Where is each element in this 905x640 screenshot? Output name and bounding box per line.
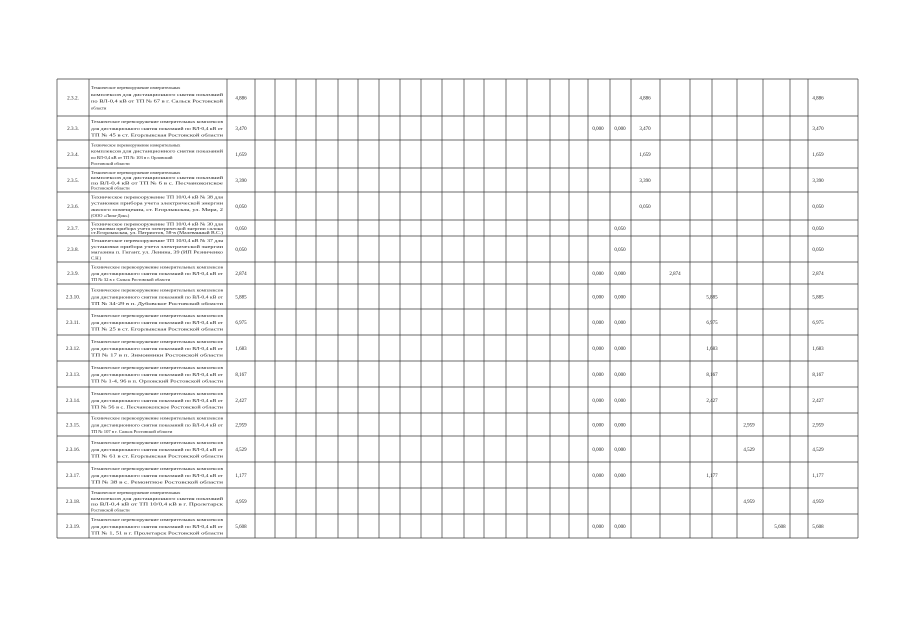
row-code: 2.3.13.	[65, 372, 81, 378]
cell-value-total: 0,050	[812, 248, 824, 253]
row-description-line: Техническое перевооружение измерительных комплексов	[91, 466, 224, 471]
row-description-line: ТП № 61 в ст. Егорлыкская Ростовской области	[91, 453, 224, 459]
cell-value-v12: 0,050	[614, 227, 626, 232]
row-code: 2.3.16.	[65, 447, 81, 453]
row-description-line: комплексов для дистанционного снятия показаний	[91, 148, 224, 154]
row-code: 2.3.2.	[67, 95, 79, 102]
cell-value-v1: 1,683	[235, 347, 247, 352]
row-description-line: ст.Егорлыкская, ул. Патриотов, 58-в (Малеванный В.С.)	[91, 230, 200, 236]
cell-value-v14: 2,874	[669, 272, 681, 277]
cell-value-v11: 0,000	[592, 423, 604, 429]
cell-value-total: 1,659	[812, 153, 824, 158]
cell-value-total: 6,975	[812, 321, 824, 326]
row-description-line: Техническое перевооружение измерительных комплексов	[91, 391, 224, 396]
cell-value-total: 3,470	[812, 127, 824, 132]
cell-value-v12: 0,050	[614, 248, 626, 253]
cell-value-total: 1,683	[812, 347, 824, 352]
cell-value-v15: 8,167	[706, 373, 718, 378]
cell-value-total: 1,177	[812, 474, 824, 479]
cell-value-v13: 4,886	[639, 96, 651, 102]
cell-value-v12: 0,000	[614, 321, 626, 326]
row-description-line: Техническое перевооружение измерительных комплексов	[91, 339, 224, 344]
cell-value-v13: 1,659	[639, 153, 651, 158]
cell-value-v1: 4,886	[235, 96, 247, 102]
row-description-line: ТП № 107 в г. Сальск Ростовской области	[91, 428, 173, 434]
cell-value-v11: 0,000	[592, 399, 604, 404]
row-description-line: по ВЛ-0,4 кВ от ТП 10/0,4 кВ в г. Пролетарск	[91, 501, 180, 507]
row-description-line: установки прибора учета электрической энергии	[91, 243, 224, 249]
cell-value-total: 4,886	[812, 96, 824, 102]
cell-value-total: 4,529	[812, 448, 824, 453]
row-description-line: для дистанционного снятия показаний по ВЛ-0,4 кВ от	[91, 523, 199, 529]
cell-value-v12: 0,000	[614, 474, 626, 479]
row-code: 2.3.15.	[65, 422, 81, 429]
row-description-line: Техническое перевооружение измерительных комплексов	[91, 415, 224, 421]
row-description-line: ТП № 45 в ст. Егорлыкская Ростовской области	[91, 132, 224, 138]
cell-value-v1: 2,427	[235, 399, 247, 404]
cell-value-v12: 0,000	[614, 127, 626, 132]
cell-value-total: 5,608	[812, 525, 824, 530]
cell-value-v12: 0,000	[614, 448, 626, 453]
cell-value-v1: 2,959	[235, 423, 247, 429]
cell-value-v11: 0,000	[592, 474, 604, 479]
cell-value-v16: 2,959	[743, 423, 755, 429]
cell-value-v11: 0,000	[592, 347, 604, 352]
row-description-line: Техническое перевооружение измерительных	[91, 85, 181, 91]
row-code: 2.3.5.	[67, 178, 79, 184]
row-description-line: для дистанционного снятия показаний по ВЛ-0,4 кВ от	[91, 397, 199, 403]
cell-value-v1: 1,659	[235, 153, 247, 158]
row-description-line: Ростовской области	[91, 161, 130, 167]
cell-value-v15: 1,683	[706, 347, 718, 352]
row-description-line: ТП № 32 в г. Сальск Ростовской области	[91, 277, 171, 283]
row-description-line: для дистанционного снятия показаний по ВЛ-0,4 кВ от	[91, 472, 199, 478]
row-code: 2.3.7.	[67, 226, 79, 232]
row-description-line: ТП № 38 в с. Ремонтное Ростовской области	[91, 479, 224, 485]
row-description-line: по ВЛ-0,4 кВ от ТП № 67 в г. Сальск Ростовской	[91, 98, 186, 104]
cell-value-total: 2,874	[812, 272, 824, 277]
cell-value-v1: 0,050	[235, 205, 247, 210]
cell-value-total: 0,050	[812, 227, 824, 232]
cell-value-total: 8,167	[812, 373, 824, 378]
row-code: 2.3.10.	[65, 294, 81, 301]
cell-value-v1: 3,390	[235, 179, 247, 184]
row-description-line: для дистанционного снятия показаний по ВЛ-0,4 кВ от	[91, 294, 199, 300]
cell-value-v1: 1,177	[235, 474, 247, 479]
row-description-line: ТП № 17 в п. Зимовники Ростовской области	[91, 352, 224, 358]
row-description-line: для дистанционного снятия показаний по ВЛ-0,4 кВ от	[91, 371, 199, 377]
row-code: 2.3.18.	[65, 499, 81, 505]
cell-value-v1: 5,885	[235, 295, 247, 301]
row-description-line: Техническое перевооружение ТП 10/0,4 кВ № 37 для	[91, 238, 195, 244]
row-description-line: Техническое перевооружение измерительных комплексов	[91, 517, 224, 522]
cell-value-v17: 5,608	[774, 525, 786, 530]
row-description-line: (ООО «Липа-Дон»)	[91, 213, 130, 219]
row-code: 2.3.8.	[67, 247, 79, 253]
row-description-line: Ростовской области	[91, 185, 130, 191]
cell-value-v1: 0,050	[235, 248, 247, 253]
cell-value-total: 3,390	[812, 179, 824, 184]
row-description-line: ТП № 56 в с. Песчанокопское Ростовской области	[91, 404, 224, 410]
row-description-line: установки прибора учета электрической энергии	[91, 200, 224, 206]
cell-value-v12: 0,000	[614, 423, 626, 429]
row-description-line: для дистанционного снятия показаний по ВЛ-0,4 кВ от	[91, 270, 199, 276]
row-description-line: ТП № 34-29 в п. Дубовское Ростовской области	[91, 301, 224, 307]
cell-value-v12: 0,000	[614, 525, 626, 530]
row-code: 2.3.17.	[65, 473, 81, 479]
row-description-line: Техническое перевооружение ТП 10/0,4 кВ № 30 для	[91, 221, 195, 227]
cell-value-v11: 0,000	[592, 373, 604, 378]
row-description-line: Техническое перевооружение измерительных комплексов	[91, 264, 224, 270]
cell-value-v12: 0,000	[614, 272, 626, 277]
row-code: 2.3.14.	[65, 398, 81, 404]
row-description-line: ТП № 25 в ст. Егорлыкская Ростовской области	[91, 326, 224, 332]
row-description-line: по ВЛ-0,4 кВ от ТП № 6 в с. Песчанокопское	[91, 180, 179, 186]
row-description-line: Техническое перевооружение ТП 10/0,4 кВ № 38 для	[91, 194, 195, 200]
cell-value-v1: 0,050	[235, 227, 247, 232]
row-description-line: для дистанционного снятия показаний по ВЛ-0,4 кВ от	[91, 319, 199, 325]
row-code: 2.3.9.	[67, 271, 79, 277]
row-description-line: для дистанционного снятия показаний по ВЛ-0,4 кВ от	[91, 422, 199, 428]
cell-value-v16: 4,959	[743, 500, 755, 505]
cell-value-v1: 3,470	[235, 127, 247, 132]
row-description-line: Техническое перевооружение измерительных комплексов	[91, 119, 224, 124]
cell-value-v11: 0,000	[592, 321, 604, 326]
row-description-line: для дистанционного снятия показаний по ВЛ-0,4 кВ от	[91, 446, 199, 452]
cell-value-total: 2,959	[812, 423, 824, 429]
cell-value-v1: 4,959	[235, 500, 247, 505]
cell-value-v12: 0,000	[614, 399, 626, 404]
row-description-line: комплексов для дистанционного снятия показаний	[91, 495, 224, 501]
row-description-line: С.Н.)	[91, 255, 102, 261]
cell-value-v13: 3,470	[639, 127, 651, 132]
row-code: 2.3.4.	[67, 152, 79, 158]
row-description-line: жилого помещения, ст. Егорлыкская, ул. Мира, 2	[91, 206, 187, 212]
cell-value-v11: 0,000	[592, 127, 604, 132]
cell-value-v1: 5,608	[235, 525, 247, 530]
cell-value-v12: 0,000	[614, 373, 626, 378]
cell-value-v15: 1,177	[706, 474, 718, 479]
cell-value-v12: 0,000	[614, 347, 626, 352]
cell-value-v13: 3,390	[639, 179, 651, 184]
cell-value-v15: 2,427	[706, 399, 718, 404]
row-description-line: Техническое перевооружение измерительных комплексов	[91, 365, 224, 370]
cell-value-v15: 6,975	[706, 321, 718, 326]
row-description-line: Техническое перевооружение измерительных комплексов	[91, 440, 224, 445]
cell-value-v15: 5,885	[706, 295, 718, 301]
row-description-line: магазина п. Гигант, ул. Ленина, 39 (ИП Резниченко	[91, 249, 191, 255]
row-description-line: Техническое перевооружение измерительных комплексов	[91, 287, 224, 293]
row-code: 2.3.11.	[65, 320, 81, 326]
row-description-line: для дистанционного снятия показаний по ВЛ-0,4 кВ от	[91, 345, 199, 351]
cell-value-v11: 0,000	[592, 448, 604, 453]
row-code: 2.3.12.	[65, 346, 81, 352]
row-description-line: Техническое перевооружение измерительных	[91, 490, 181, 496]
row-description-line: Техническое перевооружение измерительных комплексов	[91, 313, 224, 318]
row-description-line: установки прибора учета электрической энергии салона	[91, 225, 223, 231]
row-description-line: ТП № 1, 51 в г. Пролетарск Ростовской области	[91, 530, 184, 536]
cell-value-v11: 0,000	[592, 272, 604, 277]
row-description-line: для дистанционного снятия показаний по ВЛ-0,4 кВ от	[91, 125, 199, 131]
cell-value-v1: 2,874	[235, 272, 247, 277]
row-description-line: комплексов для дистанционного снятия показаний	[91, 175, 224, 181]
row-code: 2.3.19.	[65, 524, 81, 530]
cell-value-total: 5,885	[812, 295, 824, 301]
row-description-line: Ростовской области	[91, 507, 130, 513]
cell-value-total: 2,427	[812, 399, 824, 404]
cell-value-v12: 0,000	[614, 295, 626, 301]
cell-value-total: 0,050	[812, 205, 824, 210]
cell-value-v13: 0,050	[639, 205, 651, 210]
row-description-line: ТП № 1-4, 96 в п. Орловский Ростовской области	[91, 378, 188, 384]
cell-value-v1: 4,529	[235, 448, 247, 453]
cell-value-v1: 6,975	[235, 321, 247, 326]
cell-value-v16: 4,529	[743, 448, 755, 453]
cell-value-v11: 0,000	[592, 295, 604, 301]
cell-value-v11: 0,000	[592, 525, 604, 530]
row-description-line: Техническое перевооружение измерительных	[91, 169, 181, 175]
row-code: 2.3.6.	[67, 204, 79, 210]
row-description-line: области	[91, 105, 107, 111]
row-description-line: комплексов для дистанционного снятия показаний	[91, 91, 224, 97]
cell-value-total: 4,959	[812, 500, 824, 505]
row-description-line: по ВЛ-0,4 кВ от ТП № 103 в г. Орловский	[91, 154, 173, 160]
row-description-line: Техническое перевооружение измерительных	[91, 142, 181, 148]
row-code: 2.3.3.	[67, 126, 79, 132]
cell-value-v1: 8,167	[235, 373, 247, 378]
